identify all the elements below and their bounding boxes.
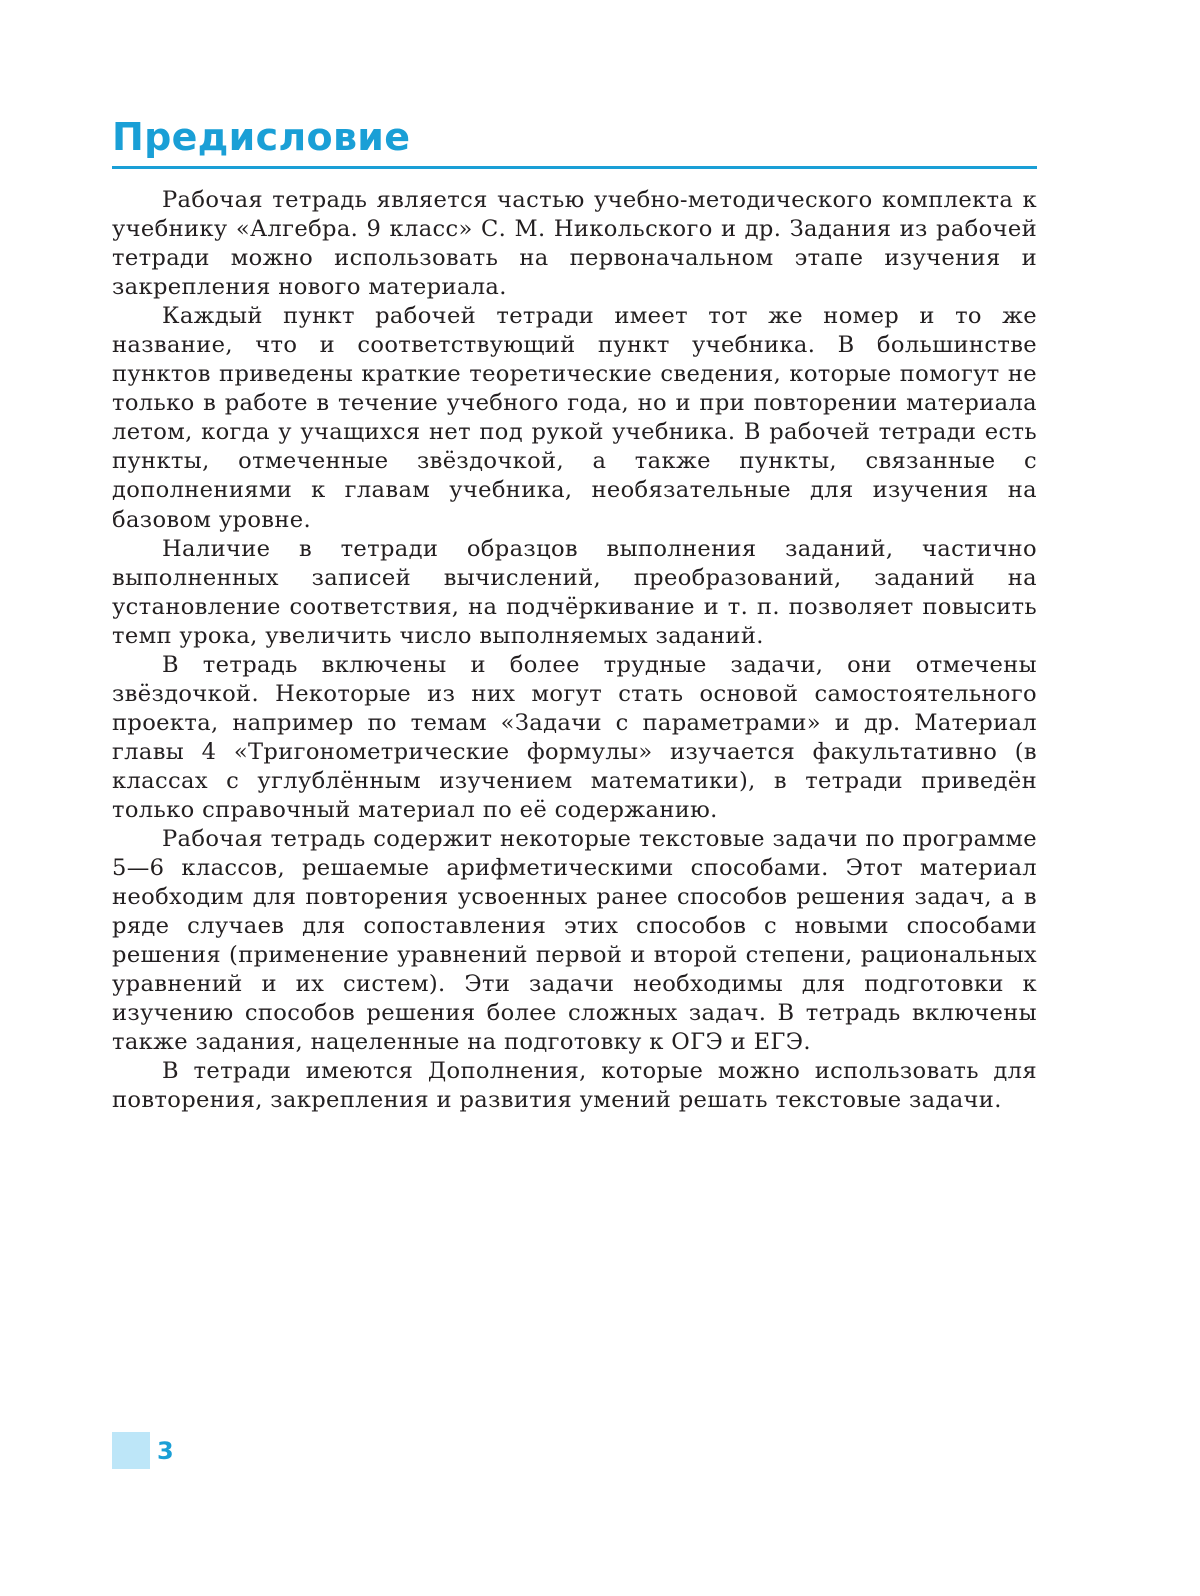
paragraph-4: В тетрадь включены и более трудные задачи, они отмечены звёздочкой. Некоторые из них могут стать основой самостоятельного проекта, например по темам «Задачи с параметрами» и др. Материал главы 4 «Тригонометрические формулы» изучается факультативно (в классах с углублённым изучением математики), в тетради приведён только справочный материал по её содержанию.	[112, 651, 1037, 823]
paragraph-5: Рабочая тетрадь содержит некоторые текстовые задачи по программе 5—6 классов, решаемые арифметическими способами. Этот материал необходим для повторения усвоенных ранее способов решения задач, а в ряде случаев для сопоставления этих способов с новыми способами решения (применение уравнений первой и второй степени, рациональных уравнений и их систем). Эти задачи необходимы для подготовки к изучению способов решения более сложных задач. В тетрадь включены также задания, нацеленные на подготовку к ОГЭ и ЕГЭ.	[112, 826, 1037, 1056]
page-title: Предисловие	[112, 115, 411, 159]
paragraph-3: Наличие в тетради образцов выполнения заданий, частично выполненных записей вычислений, преобразований, заданий на установление соответствия, на подчёркивание и т. п. позволяет повысить темп урока, увеличить число выполняемых заданий.	[112, 535, 1037, 649]
title-underline	[112, 166, 1037, 169]
paragraph-6: В тетради имеются Дополнения, которые можно использовать для повторения, закрепления и развития умений решать текстовые задачи.	[112, 1058, 1037, 1114]
paragraph-2: Каждый пункт рабочей тетради имеет тот же номер и то же название, что и соответствующий пункт учебника. В большинстве пунктов приведены краткие теоретические сведения, которые помогут не только в работе в течение учебного года, но и при повторении материала летом, когда у учащихся нет под рукой учебника. В рабочей тетради есть пункты, отмеченные звёздочкой, а также пункты, связанные с дополнениями к главам учебника, необязательные для изучения на базовом уровне.	[112, 303, 1037, 533]
page-number-marker	[112, 1432, 150, 1469]
paragraph-1: Рабочая тетрадь является частью учебно-методического комплекта к учебнику «Алгебра. 9 класс» С. М. Никольского и др. Задания из рабочей тетради можно использовать на первоначальном этапе изучения и закрепления нового материала.	[112, 187, 1037, 301]
body-text	[112, 186, 1037, 1116]
page-number: 3	[157, 1437, 174, 1465]
